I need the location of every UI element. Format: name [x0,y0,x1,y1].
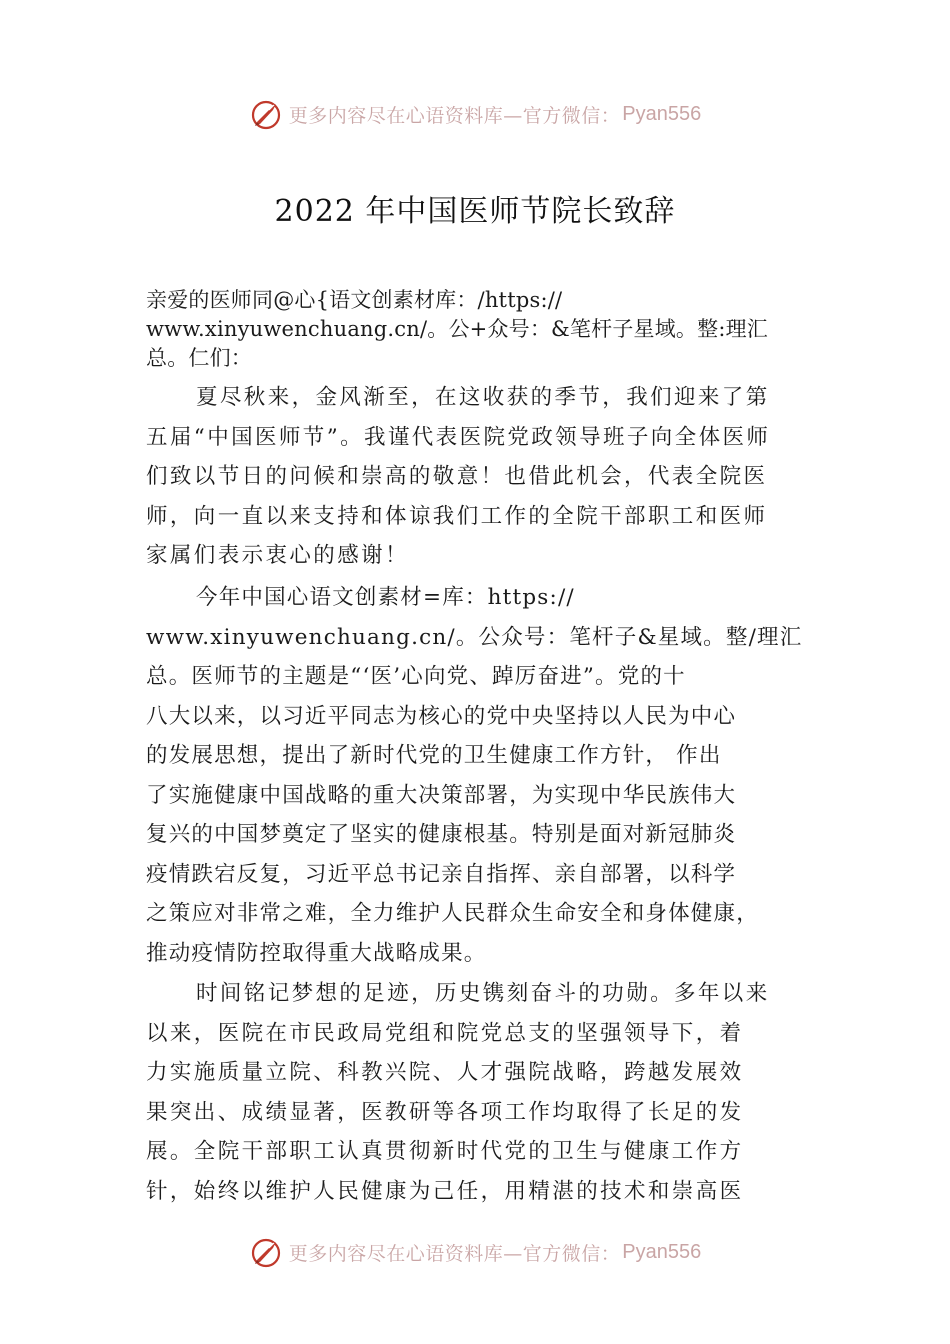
paragraph-3 [146,974,826,1211]
paragraph-1 [146,378,826,576]
paragraph-line: www.xinyuwenchuang.cn/。公众号：笔杆子&星域。整/理汇 [146,624,803,650]
paragraph-line: 时间铭记梦想的足迹，历史镌刻奋斗的功勋。多年以来 [196,981,770,1006]
paragraph-line: 推动疫情防控取得重大战略成果。 [146,940,487,966]
banner-text: 更多内容尽在心语资料库—官方微信： [288,1242,621,1265]
paragraph-line: 今年中国心语文创素材=库：https:// [196,585,575,610]
paragraph-line: 八大以来，以习近平同志为核心的党中央坚持以人民为中心 [146,703,737,729]
paragraph-line: 以来，医院在市民政局党组和院党总支的坚强领导下，着 [146,1020,744,1046]
salutation-line: www.xinyuwenchuang.cn/。公+众号：&笔杆子星域。整:理汇 [146,317,769,341]
pen-logo-icon [249,96,285,132]
wechat-id: Pyan556 [622,102,702,125]
paragraph-line: 疫情跌宕反复，习近平总书记亲自指挥、亲自部署，以科学 [146,861,737,887]
paragraph-line: 展。全院干部职工认真贯彻新时代党的卫生与健康工作方 [146,1139,744,1164]
banner-text: 更多内容尽在心语资料库—官方微信： [288,104,621,127]
wechat-id: Pyan556 [622,1240,702,1263]
paragraph-line: 总。医师节的主题是“‘医’心向党、踔厉奋进”。党的十 [146,664,686,689]
paragraph-line: 力实施质量立院、科教兴院、人才强院战略，跨越发展效 [146,1060,744,1085]
salutation-line: 总。仁们： [146,346,252,370]
paragraph-line: 师，向一直以来支持和体谅我们工作的全院干部职工和医师 [146,503,768,529]
paragraph-line: 了实施健康中国战略的重大决策部署，为实现中华民族伟大 [146,782,737,808]
pen-logo-icon [249,1234,285,1270]
paragraph-line: 果突出、成绩显著，医教研等各项工作均取得了长足的发 [146,1099,744,1125]
paragraph-line: 们致以节日的问候和崇高的敬意！也借此机会，代表全院医 [146,464,768,489]
paragraph-line: 五届“中国医师节”。我谨代表医院党政领导班子向全体医师 [146,424,771,450]
salutation [146,286,826,373]
paragraph-line: 家属们表示衷心的感谢！ [146,543,409,568]
paragraph-line: 针，始终以维护人民健康为己任，用精湛的技术和崇高医 [146,1178,744,1204]
document-title: 2022 年中国医师节院长致辞 [274,194,676,229]
paragraph-2 [146,578,826,973]
paragraph-line: 夏尽秋来，金风渐至，在这收获的季节，我们迎来了第 [196,385,770,410]
salutation-line: 亲爱的医师同@心{语文创素材库：/https:// [146,288,563,312]
footer-banner [0,1232,950,1272]
paragraph-line: 之策应对非常之难，全力维护人民群众生命安全和身体健康， [146,901,759,926]
paragraph-line: 复兴的中国梦奠定了坚实的健康根基。特别是面对新冠肺炎 [146,822,737,847]
header-banner [0,94,950,134]
paragraph-line: 的发展思想，提出了新时代党的卫生健康工作方针， 作出 [146,743,722,768]
